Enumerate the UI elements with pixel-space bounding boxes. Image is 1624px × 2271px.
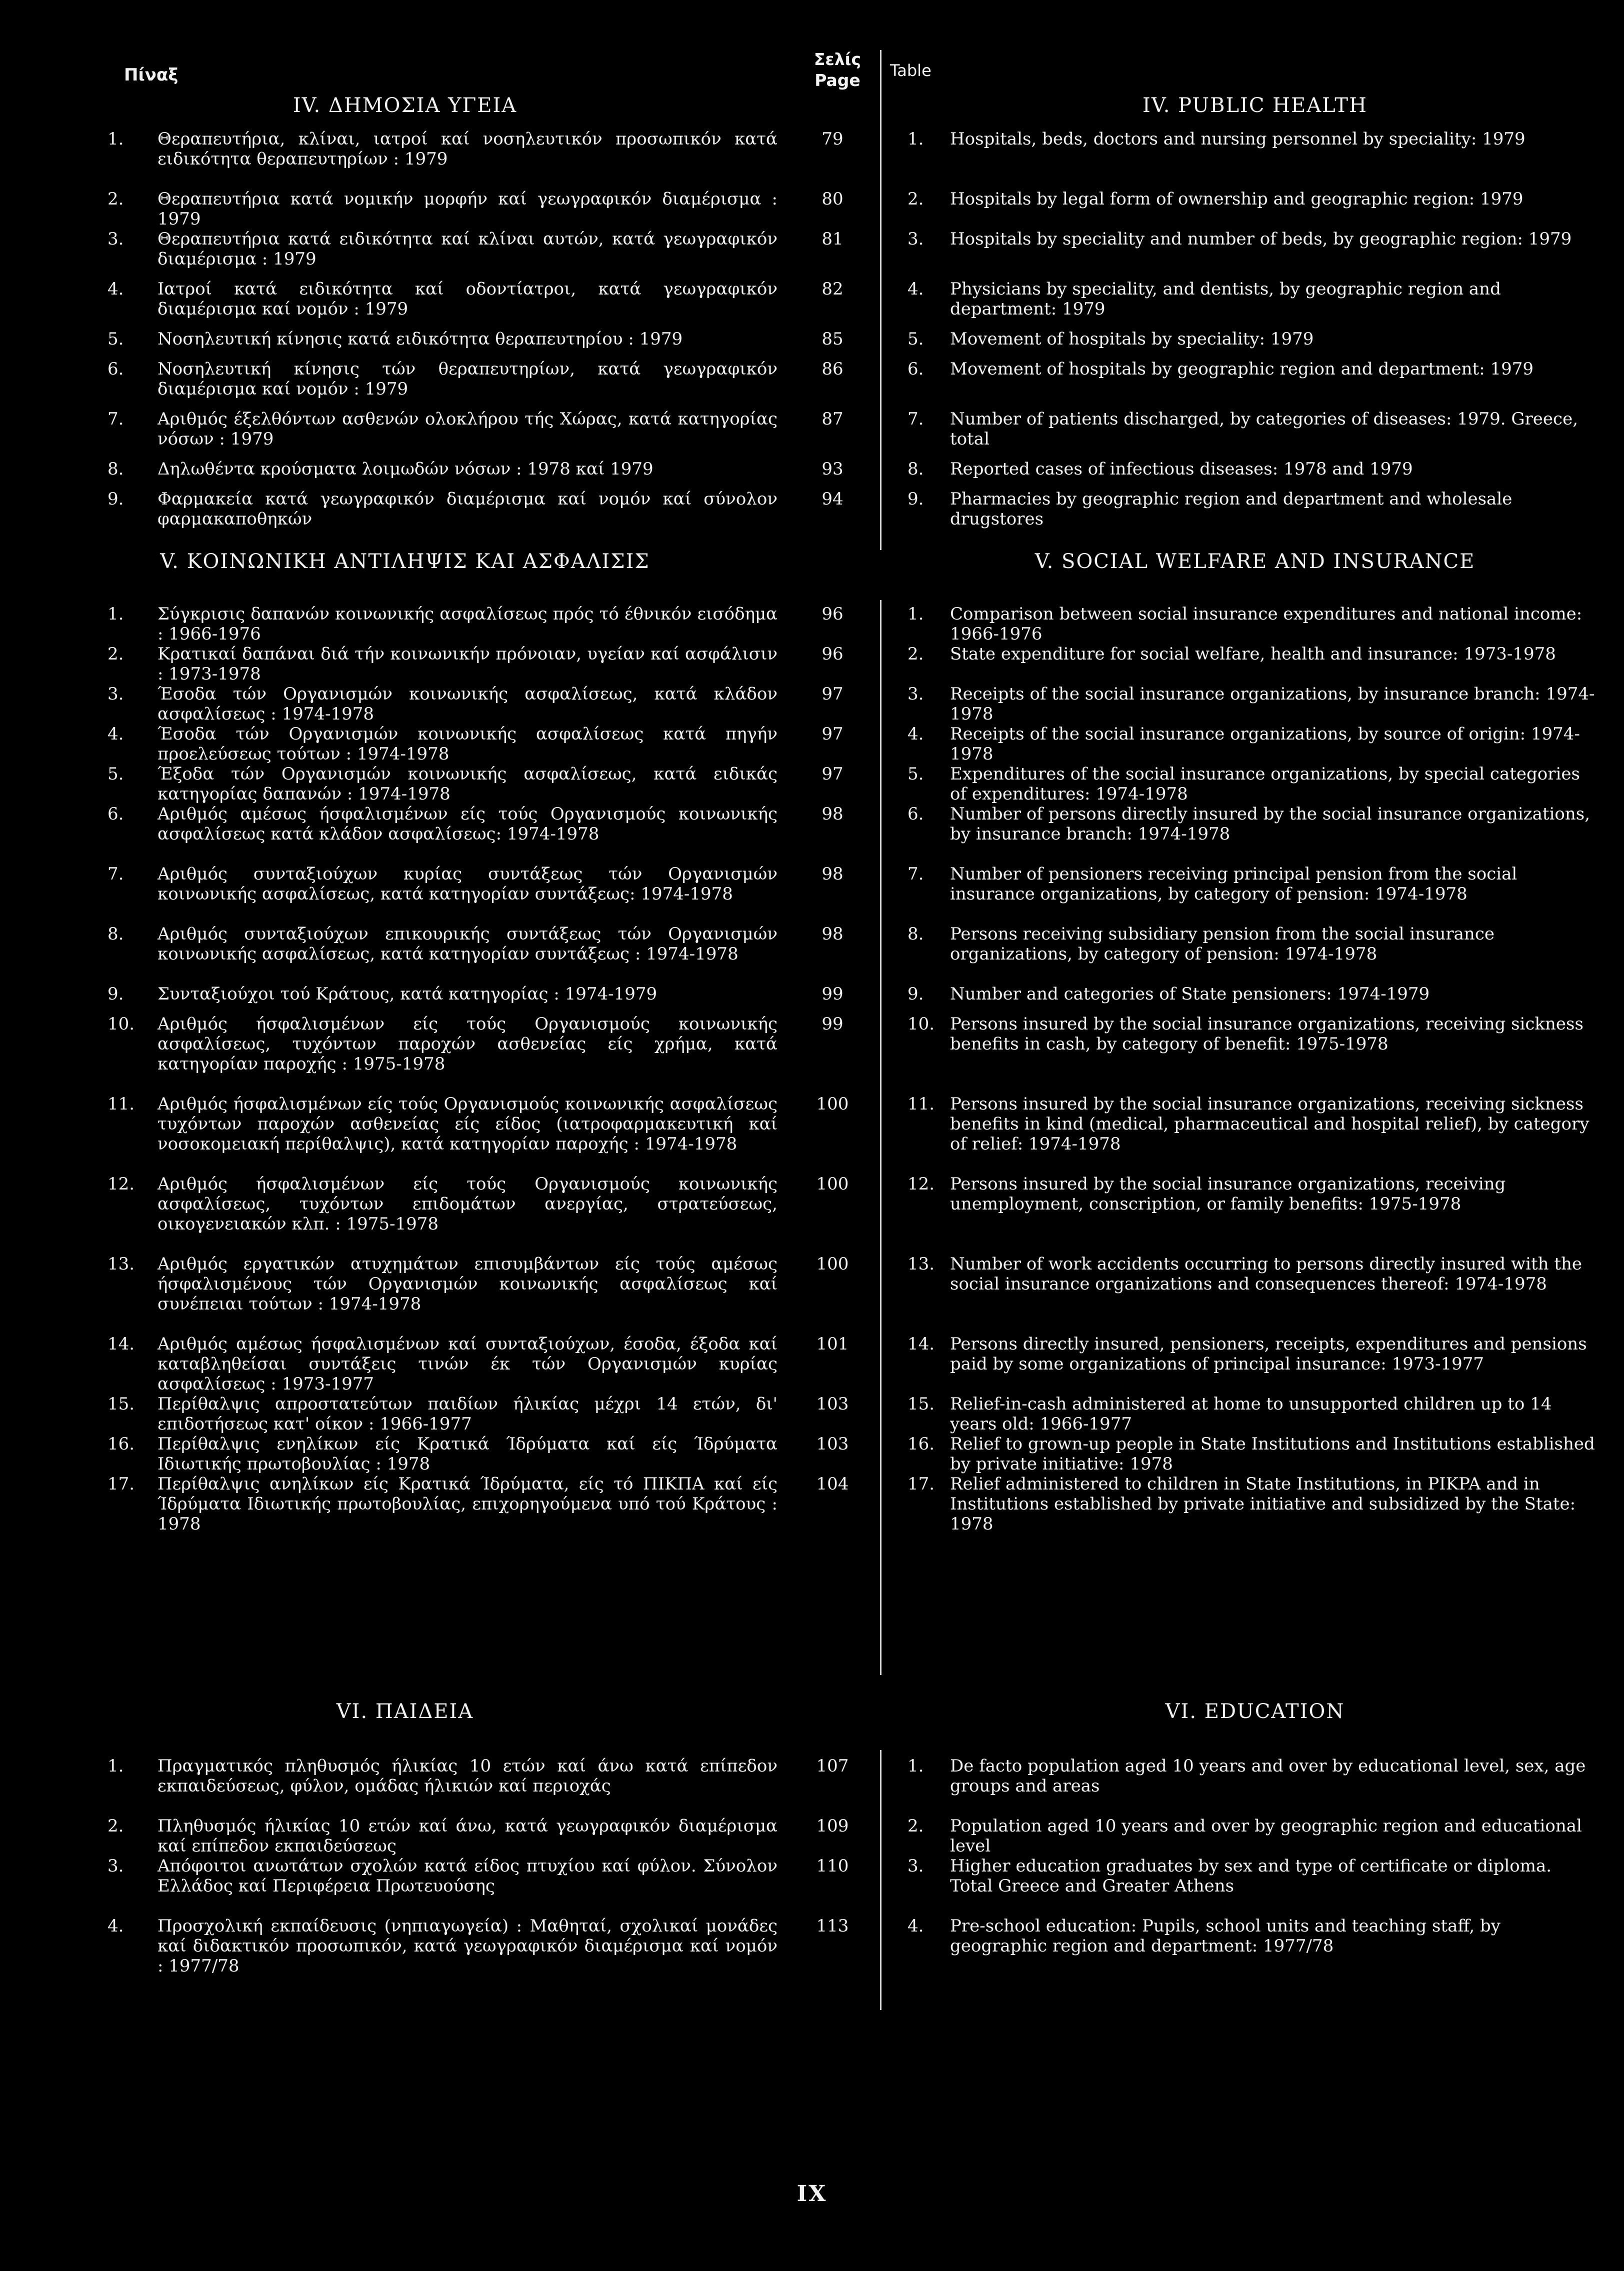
entry-number: 1. — [108, 129, 124, 149]
entry-number-english: 6. — [908, 804, 924, 824]
entry-title-english: Number of pensioners receiving principal pension from the social insurance organizations, by category of pension: 1974-1978 — [950, 864, 1518, 904]
entry-number: 9. — [108, 984, 124, 1004]
entry-title-english: Relief administered to children in State Institutions, in PIKPA and in Institutions established by private initiative and subsidized by the State: 1978 — [950, 1474, 1576, 1534]
entry-number-english: 9. — [908, 984, 924, 1004]
entry-page-number: 104 — [816, 1474, 849, 1494]
entry-number-english: 5. — [908, 764, 924, 784]
entry-title-english: Relief to grown-up people in State Institutions and Institutions established by private initiative: 1978 — [950, 1434, 1595, 1474]
entry-title-greek: Νοσηλευτική κίνησις τών θεραπευτηρίων, κατά γεωγραφικόν διαμέρισμα καί νομόν : 1979 — [158, 359, 778, 399]
entry-number: 3. — [108, 684, 124, 704]
page-number: IX — [796, 2181, 828, 2206]
entry-page-number: 97 — [822, 724, 844, 744]
entry-title-greek: Αριθμός ήσφαλισμένων είς τούς Οργανισμούς κοινωνικής ασφαλίσεως τυχόντων παροχών ασθενείας είς είδος (ιατροφαρμακευτική καί νοσοκομειακή περίθαλψις), κατά κατηγορίαν παροχής : 1974-1978 — [158, 1094, 778, 1154]
entry-number: 3. — [108, 229, 124, 249]
entry-page-number: 100 — [816, 1094, 849, 1114]
entry-page-number: 80 — [822, 189, 844, 209]
entry-title-english: State expenditure for social welfare, health and insurance: 1973-1978 — [950, 644, 1556, 664]
section-title-greek: V. ΚΟΙΝΩΝΙΚΗ ΑΝΤΙΛΗΨΙΣ ΚΑΙ ΑΣΦΑΛΙΣΙΣ — [160, 550, 650, 573]
entry-title-greek: Πραγματικός πληθυσμός ήλικίας 10 ετών καί άνω κατά επίπεδον εκπαιδεύσεως, φύλον, ομάδας ήλικιών καί περιοχάς — [158, 1756, 778, 1796]
entry-number: 4. — [108, 279, 124, 299]
entry-number-english: 4. — [908, 279, 924, 299]
entry-number-english: 3. — [908, 1856, 924, 1876]
entry-page-number: 96 — [822, 644, 844, 664]
entry-title-greek: Θεραπευτήρια κατά νομικήν μορφήν καί γεωγραφικόν διαμέρισμα : 1979 — [158, 189, 778, 229]
entry-number: 7. — [108, 864, 124, 884]
entry-title-greek: Πληθυσμός ήλικίας 10 ετών καί άνω, κατά γεωγραφικόν διαμέρισμα καί επίπεδον εκπαιδεύσεως — [158, 1816, 778, 1856]
entry-number-english: 3. — [908, 229, 924, 249]
entry-title-english: Persons receiving subsidiary pension from the social insurance organizations, by category of pension: 1974-1978 — [950, 924, 1494, 964]
entry-title-greek: Περίθαλψις ανηλίκων είς Κρατικά Ίδρύματα, είς τό ΠΙΚΠΑ καί είς Ίδρύματα Ιδιωτικής πρωτοβουλίας, επιχορηγούμενα υπό τού Κράτους : 1978 — [158, 1474, 778, 1534]
entry-page-number: 99 — [822, 984, 844, 1004]
entry-title-english: Persons insured by the social insurance organizations, receiving sickness benefits in cash, by category of benefit: 1975-1978 — [950, 1014, 1584, 1054]
entry-title-english: Number and categories of State pensioners: 1974-1979 — [950, 984, 1430, 1004]
entry-title-greek: Θεραπευτήρια κατά ειδικότητα καί κλίναι αυτών, κατά γεωγραφικόν διαμέρισμα : 1979 — [158, 229, 778, 269]
entry-number-english: 10. — [908, 1014, 935, 1034]
entry-title-greek: Αριθμός αμέσως ήσφαλισμένων είς τούς Οργανισμούς κοινωνικής ασφαλίσεως κατά κλάδον ασφαλίσεως: 1974-1978 — [158, 804, 778, 844]
entry-number: 3. — [108, 1856, 124, 1876]
entry-number-english: 4. — [908, 1916, 924, 1936]
entry-number: 8. — [108, 459, 124, 479]
entry-title-english: Hospitals, beds, doctors and nursing personnel by speciality: 1979 — [950, 129, 1526, 149]
entry-title-english: Expenditures of the social insurance organizations, by special categories of expenditures: 1974-1978 — [950, 764, 1580, 804]
section-title-english: V. SOCIAL WELFARE AND INSURANCE — [1034, 550, 1476, 573]
entry-number-english: 1. — [908, 1756, 924, 1776]
entry-title-greek: Αριθμός ήσφαλισμένων είς τούς Οργανισμούς κοινωνικής ασφαλίσεως, τυχόντων επιδομάτων ανεργίας, στρατεύσεως, οικογενειακών κλπ. : 1975-1978 — [158, 1174, 778, 1234]
entry-page-number: 103 — [816, 1434, 849, 1454]
entry-title-greek: Περίθαλψις απροστατεύτων παιδίων ήλικίας μέχρι 14 ετών, δι' επιδοτήσεως κατ' οίκον : 1966-1977 — [158, 1394, 778, 1434]
entry-page-number: 97 — [822, 764, 844, 784]
entry-page-number: 103 — [816, 1394, 849, 1414]
column-divider — [880, 1750, 882, 2010]
entry-page-number: 110 — [816, 1856, 849, 1876]
entry-title-greek: Αριθμός ήσφαλισμένων είς τούς Οργανισμούς κοινωνικής ασφαλίσεως, τυχόντων παροχών ασθενείας είς χρήμα, κατά κατηγορίαν παροχής : 1975-1978 — [158, 1014, 778, 1074]
entry-title-english: Hospitals by speciality and number of beds, by geographic region: 1979 — [950, 229, 1572, 249]
entry-title-greek: Κρατικαί δαπάναι διά τήν κοινωνικήν πρόνοιαν, υγείαν καί ασφάλισιν : 1973-1978 — [158, 644, 778, 684]
table-column-label-english: Table — [890, 61, 932, 80]
entry-title-greek: Συνταξιούχοι τού Κράτους, κατά κατηγορίας : 1974-1979 — [158, 984, 658, 1004]
entry-title-english: Higher education graduates by sex and type of certificate or diploma. Total Greece and Greater Athens — [950, 1856, 1552, 1896]
entry-number: 11. — [108, 1094, 135, 1114]
entry-number-english: 5. — [908, 329, 924, 349]
entry-title-english: De facto population aged 10 years and over by educational level, sex, age groups and areas — [950, 1756, 1586, 1796]
entry-number-english: 3. — [908, 684, 924, 704]
column-divider — [880, 600, 882, 1675]
entry-page-number: 86 — [822, 359, 844, 379]
entry-number: 15. — [108, 1394, 135, 1414]
entry-number: 17. — [108, 1474, 135, 1494]
entry-title-greek: Θεραπευτήρια, κλίναι, ιατροί καί νοσηλευτικόν προσωπικόν κατά ειδικότητα θεραπευτηρίων : 1979 — [158, 129, 778, 169]
entry-title-english: Number of persons directly insured by the social insurance organizations, by insurance branch: 1974-1978 — [950, 804, 1590, 844]
entry-title-english: Physicians by speciality, and dentists, by geographic region and department: 1979 — [950, 279, 1501, 319]
section-title-greek: IV. ΔΗΜΟΣΙΑ ΥΓΕΙΑ — [292, 94, 518, 117]
entry-number-english: 1. — [908, 604, 924, 624]
entry-title-greek: Σύγκρισις δαπανών κοινωνικής ασφαλίσεως πρός τό έθνικόν εισόδημα : 1966-1976 — [158, 604, 778, 644]
entry-number: 1. — [108, 1756, 124, 1776]
entry-title-english: Number of patients discharged, by categories of diseases: 1979. Greece, total — [950, 409, 1578, 449]
entry-number-english: 13. — [908, 1254, 935, 1274]
column-divider — [880, 50, 882, 550]
entry-page-number: 100 — [816, 1174, 849, 1194]
entry-page-number: 101 — [816, 1334, 849, 1354]
entry-page-number: 87 — [822, 409, 844, 429]
entry-title-english: Reported cases of infectious diseases: 1978 and 1979 — [950, 459, 1413, 479]
entry-number: 5. — [108, 329, 124, 349]
entry-number: 2. — [108, 644, 124, 664]
entry-title-greek: Φαρμακεία κατά γεωγραφικόν διαμέρισμα καί νομόν καί σύνολον φαρμακαποθηκών — [158, 489, 778, 529]
entry-title-greek: Ιατροί κατά ειδικότητα καί οδοντίατροι, κατά γεωγραφικόν διαμέρισμα καί νομόν : 1979 — [158, 279, 778, 319]
entry-number: 2. — [108, 1816, 124, 1836]
entry-page-number: 98 — [822, 924, 844, 944]
entry-number-english: 17. — [908, 1474, 935, 1494]
entry-page-number: 98 — [822, 864, 844, 884]
entry-number: 9. — [108, 489, 124, 509]
entry-title-greek: Έξοδα τών Οργανισμών κοινωνικής ασφαλίσεως, κατά ειδικάς κατηγορίας δαπανών : 1974-1978 — [158, 764, 778, 804]
section-title-greek: VI. ΠΑΙΔΕΙΑ — [336, 1700, 474, 1723]
entry-number: 6. — [108, 359, 124, 379]
entry-title-english: Hospitals by legal form of ownership and geographic region: 1979 — [950, 189, 1524, 209]
page-column-label-greek: Σελίς — [814, 50, 862, 69]
entry-number-english: 12. — [908, 1174, 935, 1194]
entry-page-number: 109 — [816, 1816, 849, 1836]
entry-number-english: 7. — [908, 409, 924, 429]
entry-number-english: 8. — [908, 459, 924, 479]
entry-title-greek: Αριθμός συνταξιούχων κυρίας συντάξεως τών Οργανισμών κοινωνικής ασφαλίσεως, κατά κατηγορίαν συντάξεως: 1974-1978 — [158, 864, 778, 904]
entry-number-english: 9. — [908, 489, 924, 509]
entry-title-greek: Αριθμός έξελθόντων ασθενών ολοκλήρου τής Χώρας, κατά κατηγορίας νόσων : 1979 — [158, 409, 778, 449]
entry-number-english: 1. — [908, 129, 924, 149]
entry-title-english: Relief-in-cash administered at home to unsupported children up to 14 years old: 1966-1977 — [950, 1394, 1552, 1434]
entry-page-number: 113 — [816, 1916, 849, 1936]
entry-number-english: 14. — [908, 1334, 935, 1354]
entry-page-number: 82 — [822, 279, 844, 299]
entry-page-number: 81 — [822, 229, 844, 249]
entry-number-english: 11. — [908, 1094, 935, 1114]
table-column-label: Πίναξ — [124, 65, 178, 85]
entry-number: 8. — [108, 924, 124, 944]
entry-title-greek: Αριθμός εργατικών ατυχημάτων επισυμβάντων είς τούς αμέσως ήσφαλισμένους τών Οργανισμών κοινωνικής ασφαλίσεως καί συνέπειαι τούτων : 1974-1978 — [158, 1254, 778, 1314]
entry-title-english: Number of work accidents occurring to persons directly insured with the social insurance organizations and consequences thereof: 1974-1978 — [950, 1254, 1582, 1294]
entry-title-english: Receipts of the social insurance organizations, by source of origin: 1974-1978 — [950, 724, 1580, 764]
entry-title-english: Comparison between social insurance expenditures and national income: 1966-1976 — [950, 604, 1582, 644]
entry-title-greek: Έσοδα τών Οργανισμών κοινωνικής ασφαλίσεως, κατά κλάδον ασφαλίσεως : 1974-1978 — [158, 684, 778, 724]
entry-number-english: 7. — [908, 864, 924, 884]
section-title-english: IV. PUBLIC HEALTH — [1142, 94, 1368, 117]
entry-title-english: Persons directly insured, pensioners, receipts, expenditures and pensions paid by some organizations of principal insurance: 1973-1977 — [950, 1334, 1587, 1374]
entry-number: 10. — [108, 1014, 135, 1034]
entry-title-english: Persons insured by the social insurance organizations, receiving sickness benefits in kind (medical, pharmaceutical and hospital relief), by category of relief: 1974-1978 — [950, 1094, 1590, 1154]
entry-title-greek: Περίθαλψις ενηλίκων είς Κρατικά Ίδρύματα καί είς Ίδρύματα Ιδιωτικής πρωτοβουλίας : 1978 — [158, 1434, 778, 1474]
section-title-english: VI. EDUCATION — [1165, 1700, 1345, 1723]
entry-title-greek: Προσχολική εκπαίδευσις (νηπιαγωγεία) : Μαθηταί, σχολικαί μονάδες καί διδακτικόν προσωπικόν, κατά γεωγραφικόν διαμέρισμα καί νομόν : 1977/78 — [158, 1916, 778, 1976]
entry-title-greek: Έσοδα τών Οργανισμών κοινωνικής ασφαλίσεως κατά πηγήν προελεύσεως τούτων : 1974-1978 — [158, 724, 778, 764]
entry-title-english: Pharmacies by geographic region and department and wholesale drugstores — [950, 489, 1512, 529]
entry-number-english: 16. — [908, 1434, 935, 1454]
entry-page-number: 100 — [816, 1254, 849, 1274]
entry-number-english: 6. — [908, 359, 924, 379]
entry-number-english: 2. — [908, 189, 924, 209]
entry-title-english: Persons insured by the social insurance organizations, receiving unemployment, conscription, or family benefits: 1975-1978 — [950, 1174, 1506, 1214]
entry-page-number: 96 — [822, 604, 844, 624]
entry-number-english: 4. — [908, 724, 924, 744]
entry-number: 4. — [108, 724, 124, 744]
entry-number: 1. — [108, 604, 124, 624]
entry-page-number: 79 — [822, 129, 844, 149]
entry-number: 4. — [108, 1916, 124, 1936]
entry-number-english: 2. — [908, 644, 924, 664]
entry-number: 5. — [108, 764, 124, 784]
entry-page-number: 94 — [822, 489, 844, 509]
entry-number-english: 2. — [908, 1816, 924, 1836]
entry-page-number: 85 — [822, 329, 844, 349]
entry-title-greek: Αριθμός συνταξιούχων επικουρικής συντάξεως τών Οργανισμών κοινωνικής ασφαλίσεως, κατά κατηγορίαν συντάξεως : 1974-1978 — [158, 924, 778, 964]
entry-number: 14. — [108, 1334, 135, 1354]
entry-number: 16. — [108, 1434, 135, 1454]
entry-title-english: Receipts of the social insurance organizations, by insurance branch: 1974-1978 — [950, 684, 1595, 724]
entry-number: 13. — [108, 1254, 135, 1274]
entry-title-english: Movement of hospitals by speciality: 1979 — [950, 329, 1314, 349]
entry-number: 7. — [108, 409, 124, 429]
entry-title-greek: Δηλωθέντα κρούσματα λοιμωδών νόσων : 1978 καί 1979 — [158, 459, 654, 479]
entry-page-number: 98 — [822, 804, 844, 824]
entry-page-number: 107 — [816, 1756, 849, 1776]
page-column-label-english: Page — [814, 70, 860, 90]
entry-page-number: 99 — [822, 1014, 844, 1034]
entry-title-greek: Απόφοιτοι ανωτάτων σχολών κατά είδος πτυχίου καί φύλον. Σύνολον Ελλάδος καί Περιφέρεια Πρωτευούσης — [158, 1856, 778, 1896]
entry-number-english: 15. — [908, 1394, 935, 1414]
entry-title-english: Movement of hospitals by geographic region and department: 1979 — [950, 359, 1534, 379]
entry-title-greek: Αριθμός αμέσως ήσφαλισμένων καί συνταξιούχων, έσοδα, έξοδα καί καταβληθείσαι συντάξεις τινών έκ τών Οργανισμών κυρίας ασφαλίσεως : 1973-1977 — [158, 1334, 778, 1394]
entry-number: 6. — [108, 804, 124, 824]
entry-number: 2. — [108, 189, 124, 209]
entry-title-english: Pre-school education: Pupils, school units and teaching staff, by geographic region and department: 1977/78 — [950, 1916, 1500, 1956]
entry-number: 12. — [108, 1174, 135, 1194]
entry-page-number: 97 — [822, 684, 844, 704]
page-column-label — [802, 49, 872, 91]
entry-page-number: 93 — [822, 459, 844, 479]
entry-title-greek: Νοσηλευτική κίνησις κατά ειδικότητα θεραπευτηρίου : 1979 — [158, 329, 683, 349]
entry-number-english: 8. — [908, 924, 924, 944]
entry-title-english: Population aged 10 years and over by geographic region and educational level — [950, 1816, 1582, 1856]
